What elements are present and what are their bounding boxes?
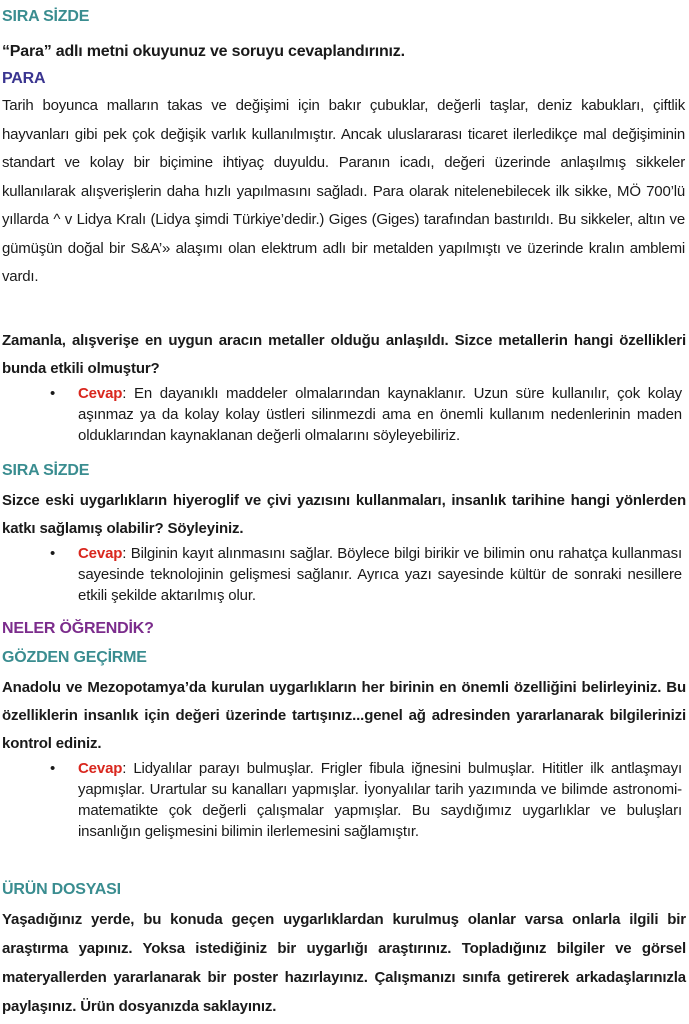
- passage-paragraph: Tarih boyunca malların takas ve değişimi için bakır çubuklar, değerli taşlar, deniz kabukları, çiftlik hayvanları gibi pek çok değişik varlık kullanılmıştır. Ancak uluslararası ticaret ilerledikçe mal değişiminin standart ve kolay bir biçimine ihtiyaç duyuldu. Paranın icadı, değeri üzerinde anlaşılmış sikkeler kullanılarak alışverişlerin daha hızlı yapılmasını sağladı. Para olarak nitelenebilecek ilk sikke, MÖ 700’lü yıllarda ^ v Lidya Kralı (Lidya şimdi Türkiye’dedir.) Giges (Giges) tarafından bastırıldı. Bu sikkeler, altın ve gümüşün doğal bir S&A’» alaşımı olan elektrum adlı bir metalden yapılmıştı ve üzerinde kralın amblemi vardı.: [2, 97, 685, 285]
- section-sira-sizde-2: [0, 460, 686, 606]
- answer-item: [0, 758, 686, 842]
- bullet-icon: •: [50, 385, 56, 402]
- answer-item: [0, 543, 686, 606]
- text-title: PARA: [2, 70, 46, 87]
- reading-passage: [0, 92, 685, 292]
- answer-label: Cevap: [78, 385, 123, 402]
- section-heading: ÜRÜN DOSYASI: [2, 881, 121, 898]
- question-text: Anadolu ve Mezopotamya’da kurulan uygarlıkların her birinin en önemli özelliğini belirleyiniz. Bu özelliklerin insanlık için değeri üzerinde tartışınız...genel ağ adresinden yararlanarak bilgilerinizi kontrol ediniz.: [2, 679, 686, 752]
- question-text: Zamanla, alışverişe en uygun aracın metaller olduğu anlaşıldı. Sizce metallerin hangi özellikleri bunda etkili olmuştur?: [2, 332, 686, 377]
- section-heading: SIRA SİZDE: [2, 462, 90, 479]
- bullet-icon: •: [50, 760, 56, 777]
- answer-item: [0, 383, 686, 446]
- answer-body: : Lidyalılar parayı bulmuşlar. Frigler fibula iğnesini bulmuşlar. Hititler ilk antlaşmayı yapmışlar. Urartular su kanalları yapmışlar. İyonyalılar tarih yazımında ve bilimde astronomi-matematikte çok değerli çalışmalar yapmışlar. Bu saydığımız uygarlıklar ve buluşları insanlığın gelişmesini bilimin ilerlemesini sağlamıştır.: [78, 760, 682, 840]
- answer-text: [78, 543, 682, 606]
- answer-text: [78, 758, 682, 842]
- answer-text: [78, 383, 682, 446]
- section-heading: SIRA SİZDE: [2, 8, 90, 25]
- answer-label: Cevap: [78, 545, 123, 562]
- question-text: Sizce eski uygarlıkların hiyeroglif ve çivi yazısını kullanmaları, insanlık tarihine hangi yönlerden katkı sağlamış olabilir? Söyleyiniz.: [2, 492, 686, 537]
- instruction-text: “Para” adlı metni okuyunuz ve soruyu cevaplandırınız.: [2, 43, 405, 60]
- answer-body: : Bilginin kayıt alınmasını sağlar. Böylece bilgi birikir ve bilimin onu rahatça kullanması sayesinde teknolojinin gelişmesi sağlanır. Ayrıca yazı sayesinde kültür de sonraki nesillere etkili şekilde aktarılmış olur.: [78, 545, 682, 604]
- bullet-icon: •: [50, 545, 56, 562]
- section-urun-dosyasi: [0, 879, 686, 1021]
- section-heading-learned: NELER ÖĞRENDİK?: [2, 620, 154, 637]
- section-heading-review: GÖZDEN GEÇİRME: [2, 649, 147, 666]
- answer-label: Cevap: [78, 760, 123, 777]
- section-sira-sizde-1: [0, 6, 689, 90]
- answer-body: : En dayanıklı maddeler olmalarından kaynaklanır. Uzun süre kullanılır, çok kolay aşınmaz ya da kolay kolay üstleri silinmezdi ama en önemli kullanım nedenlerinin maden olduklarından kaynaklanan değerli olmalarını söyleyebiliriz.: [78, 385, 682, 444]
- question-block-1: [0, 327, 686, 446]
- assignment-text: Yaşadığınız yerde, bu konuda geçen uygarlıklardan kurulmuş olanlar varsa onlarla ilgili bir araştırma yapınız. Yoksa istediğiniz bir uygarlığı araştırınız. Topladığınız bilgiler ve görsel materyallerden yararlanarak bir poster hazırlayınız. Çalışmanızı sınıfa getirerek arkadaşlarınızla paylaşınız. Ürün dosyanızda saklayınız.: [2, 911, 686, 1015]
- section-review: [0, 618, 686, 842]
